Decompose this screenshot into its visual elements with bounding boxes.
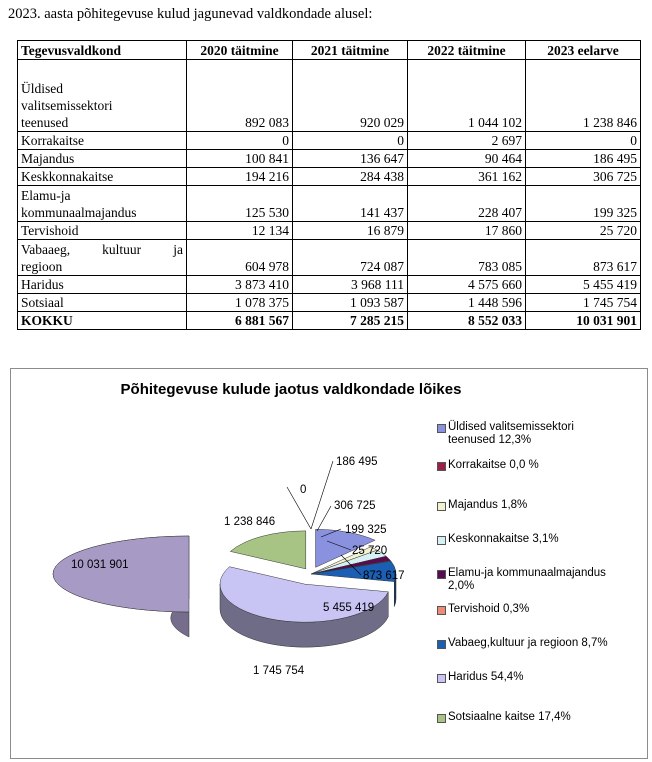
legend-label-line: Majandus 1,8% xyxy=(448,499,528,511)
leader-line xyxy=(311,461,333,529)
table-cell: 724 087 xyxy=(293,240,408,276)
table-cell: 1 238 846 xyxy=(526,60,641,132)
table-cell: 12 134 xyxy=(187,222,293,240)
pie-slice-total xyxy=(53,536,189,612)
row-label-line: kommunaalmajandus xyxy=(21,205,137,220)
legend-label-line: Elamu-ja kommunaalmajandus xyxy=(448,567,606,579)
table-header-row xyxy=(18,41,641,60)
table-cell: 361 162 xyxy=(408,168,526,186)
table-cell: 284 438 xyxy=(293,168,408,186)
table-cell: 17 860 xyxy=(408,222,526,240)
table-cell: 136 647 xyxy=(293,150,408,168)
row-label xyxy=(18,222,187,240)
row-label-line: Korrakaitse xyxy=(21,133,84,148)
table-cell: 920 029 xyxy=(293,60,408,132)
row-label-line: Keskkonnakaitse xyxy=(21,169,114,184)
table-cell: 228 407 xyxy=(408,186,526,222)
legend-swatch xyxy=(437,536,446,545)
table-cell: 0 xyxy=(526,132,641,150)
row-label-line: Tervishoid xyxy=(21,223,79,238)
table-cell: 604 978 xyxy=(187,240,293,276)
table-cell: 0 xyxy=(293,132,408,150)
data-label: 5 455 419 xyxy=(323,602,375,614)
legend-label-line: Tervishoid 0,3% xyxy=(448,603,530,615)
total-cell: 6 881 567 xyxy=(187,312,293,330)
leader-line xyxy=(287,487,311,529)
table-cell: 5 455 419 xyxy=(526,276,641,294)
column-header: 2021 täitmine xyxy=(293,41,408,60)
table-cell: 3 873 410 xyxy=(187,276,293,294)
table-cell: 194 216 xyxy=(187,168,293,186)
pie-slice xyxy=(230,531,305,569)
table-row xyxy=(18,240,641,276)
pie-chart xyxy=(10,368,648,759)
legend-label xyxy=(448,637,608,650)
data-label: 199 325 xyxy=(345,524,387,536)
row-label xyxy=(18,132,187,150)
table-row xyxy=(18,60,641,132)
table-row xyxy=(18,294,641,312)
legend-label-line: teenused 12,3% xyxy=(448,434,532,446)
table-cell: 199 325 xyxy=(526,186,641,222)
legend-label xyxy=(448,711,571,724)
legend-label-line: Haridus 54,4% xyxy=(448,671,524,683)
row-label-line: teenused xyxy=(21,115,69,130)
budget-table xyxy=(17,40,641,330)
leader-line xyxy=(317,506,331,531)
legend-label-line: Sotsiaalne kaitse 17,4% xyxy=(448,711,571,723)
chart-title: Põhitegevuse kulude jaotus valdkondade lõikes xyxy=(120,381,462,398)
row-label xyxy=(18,276,187,294)
row-label xyxy=(18,150,187,168)
legend-swatch xyxy=(437,570,446,579)
table-cell: 873 617 xyxy=(526,240,641,276)
legend-swatch xyxy=(437,714,446,723)
legend-swatch xyxy=(437,640,446,649)
legend-swatch xyxy=(437,424,446,433)
table-cell: 141 437 xyxy=(293,186,408,222)
table-cell: 1 044 102 xyxy=(408,60,526,132)
data-label: 306 725 xyxy=(334,500,376,512)
table-cell: 1 078 375 xyxy=(187,294,293,312)
legend-label-line: Korrakaitse 0,0 % xyxy=(448,459,539,471)
legend-label-line: Vabaeg,kultuur ja regioon 8,7% xyxy=(448,637,608,649)
table-total-row xyxy=(18,312,641,330)
table-row xyxy=(18,222,641,240)
document-heading: 2023. aasta põhitegevuse kulud jagunevad valdkondade alusel: xyxy=(8,6,373,22)
table-row xyxy=(18,186,641,222)
total-cell: 10 031 901 xyxy=(526,312,641,330)
row-label-line: Sotsiaal xyxy=(21,295,64,310)
table-cell: 892 083 xyxy=(187,60,293,132)
column-header: 2020 täitmine xyxy=(187,41,293,60)
row-label-line: Haridus xyxy=(21,277,64,292)
data-label: 0 xyxy=(300,484,307,496)
data-label: 1 238 846 xyxy=(224,516,276,528)
row-label xyxy=(18,186,187,222)
legend-label xyxy=(448,459,539,472)
legend-swatch xyxy=(437,674,446,683)
data-label: 186 495 xyxy=(336,456,378,468)
legend-label xyxy=(448,567,606,593)
legend-label xyxy=(448,671,523,684)
table-cell: 1 745 754 xyxy=(526,294,641,312)
table-cell: 186 495 xyxy=(526,150,641,168)
table-cell: 125 530 xyxy=(187,186,293,222)
total-label: KOKKU xyxy=(18,312,187,330)
row-label xyxy=(18,240,187,276)
data-label: 25 720 xyxy=(352,545,388,557)
row-label-line: valitsemissektori xyxy=(21,98,113,113)
table-cell: 4 575 660 xyxy=(408,276,526,294)
row-label xyxy=(18,168,187,186)
table-cell: 3 968 111 xyxy=(293,276,408,294)
legend-swatch xyxy=(437,502,446,511)
legend-label-line: Üldised valitsemissektori xyxy=(448,421,574,433)
total-cell: 8 552 033 xyxy=(408,312,526,330)
legend-label xyxy=(448,603,529,616)
table-cell: 2 697 xyxy=(408,132,526,150)
row-label xyxy=(18,294,187,312)
table-cell: 25 720 xyxy=(526,222,641,240)
table-cell: 1 448 596 xyxy=(408,294,526,312)
table-row xyxy=(18,150,641,168)
legend-label-line: 2,0% xyxy=(448,580,475,592)
data-label: 873 617 xyxy=(363,570,405,582)
table-cell: 100 841 xyxy=(187,150,293,168)
table-row xyxy=(18,276,641,294)
column-header: 2022 täitmine xyxy=(408,41,526,60)
table-cell: 783 085 xyxy=(408,240,526,276)
legend-swatch xyxy=(437,462,446,471)
table-cell: 0 xyxy=(187,132,293,150)
total-cell: 7 285 215 xyxy=(293,312,408,330)
table-cell: 306 725 xyxy=(526,168,641,186)
data-label-total: 10 031 901 xyxy=(71,559,129,571)
row-label-line: regioon xyxy=(21,259,63,274)
row-label-line: Elamu-ja xyxy=(21,188,71,203)
table-row xyxy=(18,168,641,186)
table-cell: 90 464 xyxy=(408,150,526,168)
table-cell: 1 093 587 xyxy=(293,294,408,312)
legend-label xyxy=(448,499,527,512)
legend-swatch xyxy=(437,606,446,615)
legend-label xyxy=(448,421,574,447)
row-label-line: Üldised xyxy=(21,81,63,96)
row-label xyxy=(18,60,187,132)
row-label-line: Majandus xyxy=(21,151,75,166)
table-cell: 16 879 xyxy=(293,222,408,240)
column-header: Tegevusvaldkond xyxy=(18,41,187,60)
row-label-line: Vabaaeg, kultuur ja xyxy=(21,242,183,257)
data-label: 1 745 754 xyxy=(253,665,305,677)
legend-label xyxy=(448,533,559,546)
column-header: 2023 eelarve xyxy=(526,41,641,60)
table-row xyxy=(18,132,641,150)
legend-label-line: Keskonnakaitse 3,1% xyxy=(448,533,559,545)
